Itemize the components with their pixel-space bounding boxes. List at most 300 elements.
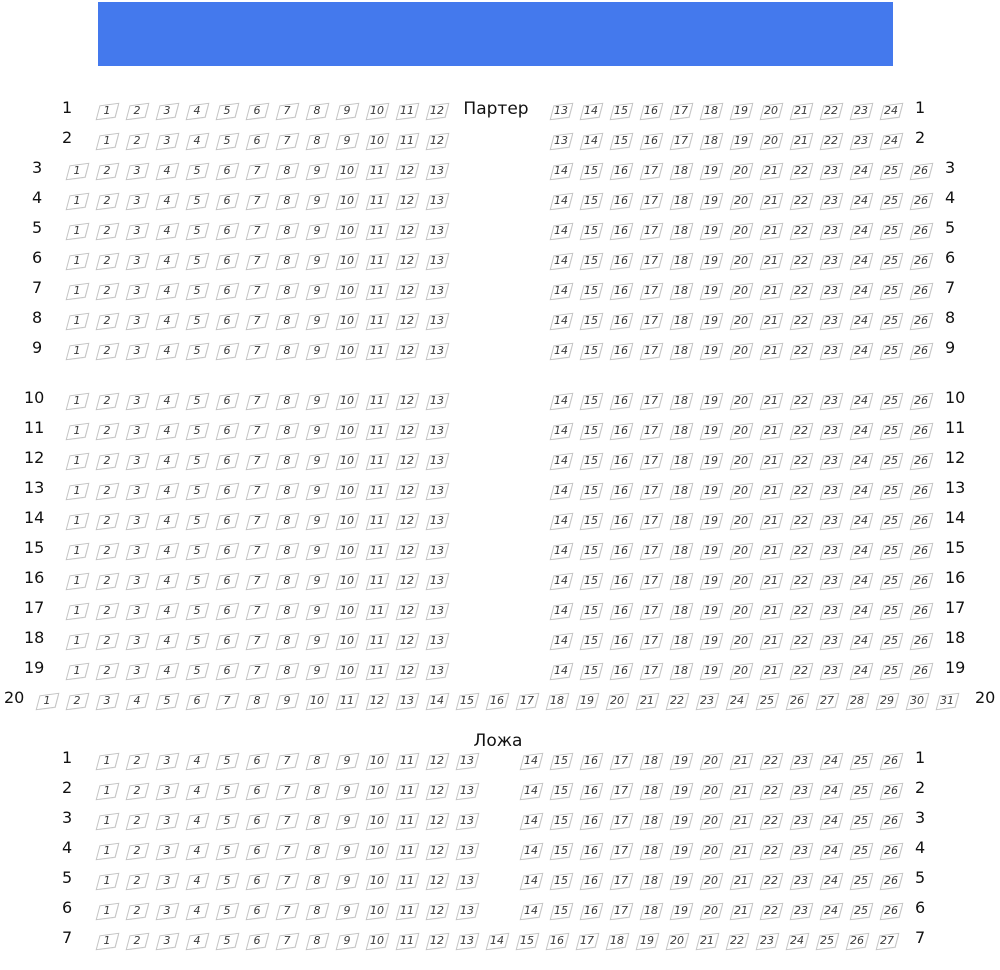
seat[interactable] [700, 663, 722, 679]
seat[interactable] [306, 873, 328, 889]
seat[interactable] [790, 813, 812, 829]
seat[interactable] [426, 513, 448, 529]
seat[interactable] [640, 283, 662, 299]
seat[interactable] [306, 513, 328, 529]
seat[interactable] [66, 453, 88, 469]
seat[interactable] [426, 103, 448, 119]
seat[interactable] [216, 933, 238, 949]
seat[interactable] [336, 193, 358, 209]
seat[interactable] [276, 483, 298, 499]
seat[interactable] [276, 283, 298, 299]
seat[interactable] [880, 543, 902, 559]
seat[interactable] [126, 283, 148, 299]
seat[interactable] [186, 753, 208, 769]
seat[interactable] [246, 223, 268, 239]
seat[interactable] [700, 813, 722, 829]
seat[interactable] [246, 453, 268, 469]
seat[interactable] [730, 223, 752, 239]
seat[interactable] [396, 873, 418, 889]
seat[interactable] [580, 603, 602, 619]
seat[interactable] [306, 933, 328, 949]
seat[interactable] [246, 253, 268, 269]
seat[interactable] [186, 603, 208, 619]
seat[interactable] [306, 483, 328, 499]
seat[interactable] [580, 163, 602, 179]
seat[interactable] [550, 253, 572, 269]
seat[interactable] [426, 313, 448, 329]
seat[interactable] [640, 423, 662, 439]
seat[interactable] [216, 513, 238, 529]
seat[interactable] [516, 933, 538, 949]
seat[interactable] [640, 633, 662, 649]
seat[interactable] [700, 393, 722, 409]
seat[interactable] [216, 103, 238, 119]
seat[interactable] [156, 453, 178, 469]
seat[interactable] [216, 393, 238, 409]
seat[interactable] [396, 633, 418, 649]
seat[interactable] [366, 513, 388, 529]
seat[interactable] [366, 663, 388, 679]
seat[interactable] [850, 633, 872, 649]
seat[interactable] [730, 393, 752, 409]
seat[interactable] [216, 603, 238, 619]
seat[interactable] [790, 133, 812, 149]
seat[interactable] [246, 543, 268, 559]
seat[interactable] [760, 603, 782, 619]
seat[interactable] [550, 513, 572, 529]
seat[interactable] [156, 633, 178, 649]
seat[interactable] [186, 103, 208, 119]
seat[interactable] [456, 933, 478, 949]
seat[interactable] [216, 453, 238, 469]
seat[interactable] [246, 513, 268, 529]
seat[interactable] [700, 313, 722, 329]
seat[interactable] [880, 253, 902, 269]
seat[interactable] [156, 783, 178, 799]
seat[interactable] [96, 163, 118, 179]
seat[interactable] [456, 843, 478, 859]
seat[interactable] [66, 223, 88, 239]
seat[interactable] [850, 163, 872, 179]
seat[interactable] [96, 393, 118, 409]
seat[interactable] [936, 693, 958, 709]
seat[interactable] [850, 423, 872, 439]
seat[interactable] [126, 483, 148, 499]
seat[interactable] [306, 313, 328, 329]
seat[interactable] [520, 873, 542, 889]
seat[interactable] [880, 843, 902, 859]
seat[interactable] [456, 783, 478, 799]
seat[interactable] [850, 513, 872, 529]
seat[interactable] [550, 423, 572, 439]
seat[interactable] [820, 543, 842, 559]
seat[interactable] [850, 133, 872, 149]
seat[interactable] [760, 903, 782, 919]
seat[interactable] [910, 313, 932, 329]
seat[interactable] [700, 783, 722, 799]
seat[interactable] [820, 193, 842, 209]
seat[interactable] [790, 633, 812, 649]
seat[interactable] [276, 573, 298, 589]
seat[interactable] [216, 483, 238, 499]
seat[interactable] [610, 393, 632, 409]
seat[interactable] [336, 573, 358, 589]
seat[interactable] [756, 933, 778, 949]
seat[interactable] [366, 253, 388, 269]
seat[interactable] [790, 423, 812, 439]
seat[interactable] [760, 163, 782, 179]
seat[interactable] [426, 633, 448, 649]
seat[interactable] [790, 253, 812, 269]
seat[interactable] [216, 633, 238, 649]
seat[interactable] [366, 453, 388, 469]
seat[interactable] [246, 393, 268, 409]
seat[interactable] [96, 423, 118, 439]
seat[interactable] [216, 843, 238, 859]
seat[interactable] [730, 663, 752, 679]
seat[interactable] [640, 163, 662, 179]
seat[interactable] [426, 663, 448, 679]
seat[interactable] [880, 603, 902, 619]
seat[interactable] [730, 513, 752, 529]
seat[interactable] [246, 193, 268, 209]
seat[interactable] [760, 283, 782, 299]
seat[interactable] [850, 343, 872, 359]
seat[interactable] [366, 423, 388, 439]
seat[interactable] [550, 573, 572, 589]
seat[interactable] [216, 423, 238, 439]
seat[interactable] [670, 783, 692, 799]
seat[interactable] [610, 513, 632, 529]
seat[interactable] [66, 313, 88, 329]
seat[interactable] [610, 783, 632, 799]
seat[interactable] [366, 543, 388, 559]
seat[interactable] [730, 813, 752, 829]
seat[interactable] [126, 423, 148, 439]
seat[interactable] [186, 903, 208, 919]
seat[interactable] [700, 543, 722, 559]
seat[interactable] [156, 903, 178, 919]
seat[interactable] [396, 513, 418, 529]
seat[interactable] [366, 633, 388, 649]
seat[interactable] [730, 903, 752, 919]
seat[interactable] [730, 253, 752, 269]
seat[interactable] [96, 453, 118, 469]
seat[interactable] [426, 163, 448, 179]
seat[interactable] [186, 253, 208, 269]
seat[interactable] [216, 343, 238, 359]
seat[interactable] [366, 903, 388, 919]
seat[interactable] [550, 663, 572, 679]
seat[interactable] [790, 283, 812, 299]
seat[interactable] [700, 163, 722, 179]
seat[interactable] [306, 253, 328, 269]
seat[interactable] [550, 163, 572, 179]
seat[interactable] [640, 313, 662, 329]
seat[interactable] [186, 783, 208, 799]
seat[interactable] [156, 103, 178, 119]
seat[interactable] [670, 603, 692, 619]
seat[interactable] [726, 693, 748, 709]
seat[interactable] [186, 663, 208, 679]
seat[interactable] [156, 813, 178, 829]
seat[interactable] [246, 753, 268, 769]
seat[interactable] [850, 253, 872, 269]
seat[interactable] [336, 543, 358, 559]
seat[interactable] [640, 343, 662, 359]
seat[interactable] [730, 133, 752, 149]
seat[interactable] [696, 693, 718, 709]
seat[interactable] [880, 753, 902, 769]
seat[interactable] [790, 483, 812, 499]
seat[interactable] [366, 223, 388, 239]
seat[interactable] [610, 543, 632, 559]
seat[interactable] [336, 453, 358, 469]
seat[interactable] [426, 193, 448, 209]
seat[interactable] [550, 283, 572, 299]
seat[interactable] [876, 693, 898, 709]
seat[interactable] [426, 603, 448, 619]
seat[interactable] [550, 633, 572, 649]
seat[interactable] [126, 663, 148, 679]
seat[interactable] [790, 103, 812, 119]
seat[interactable] [96, 343, 118, 359]
seat[interactable] [96, 813, 118, 829]
seat[interactable] [96, 933, 118, 949]
seat[interactable] [336, 903, 358, 919]
seat[interactable] [66, 423, 88, 439]
seat[interactable] [126, 753, 148, 769]
seat[interactable] [850, 783, 872, 799]
seat[interactable] [880, 633, 902, 649]
seat[interactable] [126, 543, 148, 559]
seat[interactable] [760, 783, 782, 799]
seat[interactable] [820, 903, 842, 919]
seat[interactable] [336, 223, 358, 239]
seat[interactable] [790, 573, 812, 589]
seat[interactable] [850, 313, 872, 329]
seat[interactable] [700, 133, 722, 149]
seat[interactable] [396, 453, 418, 469]
seat[interactable] [576, 933, 598, 949]
seat[interactable] [610, 633, 632, 649]
seat[interactable] [306, 663, 328, 679]
seat[interactable] [880, 483, 902, 499]
seat[interactable] [880, 813, 902, 829]
seat[interactable] [96, 223, 118, 239]
seat[interactable] [96, 663, 118, 679]
seat[interactable] [66, 283, 88, 299]
seat[interactable] [670, 873, 692, 889]
seat[interactable] [426, 423, 448, 439]
seat[interactable] [910, 663, 932, 679]
seat[interactable] [640, 543, 662, 559]
seat[interactable] [880, 423, 902, 439]
seat[interactable] [126, 603, 148, 619]
seat[interactable] [670, 453, 692, 469]
seat[interactable] [850, 573, 872, 589]
seat[interactable] [610, 283, 632, 299]
seat[interactable] [186, 393, 208, 409]
seat[interactable] [760, 813, 782, 829]
seat[interactable] [730, 163, 752, 179]
seat[interactable] [880, 223, 902, 239]
seat[interactable] [850, 753, 872, 769]
seat[interactable] [186, 313, 208, 329]
seat[interactable] [486, 693, 508, 709]
seat[interactable] [186, 813, 208, 829]
seat[interactable] [790, 543, 812, 559]
seat[interactable] [126, 453, 148, 469]
seat[interactable] [820, 483, 842, 499]
seat[interactable] [336, 343, 358, 359]
seat[interactable] [520, 843, 542, 859]
seat[interactable] [66, 543, 88, 559]
seat[interactable] [550, 133, 572, 149]
seat[interactable] [426, 813, 448, 829]
seat[interactable] [820, 283, 842, 299]
seat[interactable] [730, 453, 752, 469]
seat[interactable] [610, 313, 632, 329]
seat[interactable] [580, 343, 602, 359]
seat[interactable] [96, 193, 118, 209]
seat[interactable] [786, 693, 808, 709]
seat[interactable] [216, 873, 238, 889]
seat[interactable] [640, 453, 662, 469]
seat[interactable] [640, 193, 662, 209]
seat[interactable] [670, 423, 692, 439]
seat[interactable] [760, 873, 782, 889]
seat[interactable] [880, 103, 902, 119]
seat[interactable] [910, 283, 932, 299]
seat[interactable] [246, 423, 268, 439]
seat[interactable] [820, 663, 842, 679]
seat[interactable] [580, 193, 602, 209]
seat[interactable] [156, 753, 178, 769]
seat[interactable] [396, 543, 418, 559]
seat[interactable] [126, 193, 148, 209]
seat[interactable] [336, 103, 358, 119]
seat[interactable] [306, 163, 328, 179]
seat[interactable] [126, 813, 148, 829]
seat[interactable] [216, 753, 238, 769]
seat[interactable] [96, 313, 118, 329]
seat[interactable] [790, 873, 812, 889]
seat[interactable] [550, 753, 572, 769]
seat[interactable] [216, 163, 238, 179]
seat[interactable] [640, 603, 662, 619]
seat[interactable] [306, 753, 328, 769]
seat[interactable] [700, 903, 722, 919]
seat[interactable] [730, 423, 752, 439]
seat[interactable] [760, 393, 782, 409]
seat[interactable] [456, 813, 478, 829]
seat[interactable] [366, 313, 388, 329]
seat[interactable] [126, 903, 148, 919]
seat[interactable] [580, 633, 602, 649]
seat[interactable] [606, 693, 628, 709]
seat[interactable] [276, 813, 298, 829]
seat[interactable] [396, 393, 418, 409]
seat[interactable] [730, 633, 752, 649]
seat[interactable] [156, 693, 178, 709]
seat[interactable] [790, 393, 812, 409]
seat[interactable] [96, 103, 118, 119]
seat[interactable] [640, 903, 662, 919]
seat[interactable] [396, 313, 418, 329]
seat[interactable] [276, 393, 298, 409]
seat[interactable] [426, 483, 448, 499]
seat[interactable] [306, 193, 328, 209]
seat[interactable] [700, 513, 722, 529]
seat[interactable] [396, 603, 418, 619]
seat[interactable] [336, 393, 358, 409]
seat[interactable] [850, 483, 872, 499]
seat[interactable] [670, 283, 692, 299]
seat[interactable] [366, 483, 388, 499]
seat[interactable] [846, 933, 868, 949]
seat[interactable] [306, 903, 328, 919]
seat[interactable] [186, 693, 208, 709]
seat[interactable] [580, 283, 602, 299]
seat[interactable] [880, 513, 902, 529]
seat[interactable] [66, 343, 88, 359]
seat[interactable] [610, 843, 632, 859]
seat[interactable] [610, 813, 632, 829]
seat[interactable] [186, 283, 208, 299]
seat[interactable] [850, 223, 872, 239]
seat[interactable] [670, 513, 692, 529]
seat[interactable] [336, 783, 358, 799]
seat[interactable] [66, 253, 88, 269]
seat[interactable] [156, 343, 178, 359]
seat[interactable] [850, 603, 872, 619]
seat[interactable] [216, 663, 238, 679]
seat[interactable] [700, 343, 722, 359]
seat[interactable] [396, 103, 418, 119]
seat[interactable] [550, 393, 572, 409]
seat[interactable] [546, 933, 568, 949]
seat[interactable] [820, 343, 842, 359]
seat[interactable] [820, 133, 842, 149]
seat[interactable] [186, 423, 208, 439]
seat[interactable] [96, 483, 118, 499]
seat[interactable] [276, 903, 298, 919]
seat[interactable] [336, 753, 358, 769]
seat[interactable] [396, 903, 418, 919]
seat[interactable] [550, 603, 572, 619]
seat[interactable] [670, 393, 692, 409]
seat[interactable] [636, 933, 658, 949]
seat[interactable] [550, 103, 572, 119]
seat[interactable] [426, 783, 448, 799]
seat[interactable] [880, 133, 902, 149]
seat[interactable] [246, 283, 268, 299]
seat[interactable] [910, 603, 932, 619]
seat[interactable] [880, 343, 902, 359]
seat[interactable] [456, 873, 478, 889]
seat[interactable] [426, 283, 448, 299]
seat[interactable] [276, 783, 298, 799]
seat[interactable] [670, 133, 692, 149]
seat[interactable] [366, 813, 388, 829]
seat[interactable] [670, 483, 692, 499]
seat[interactable] [910, 573, 932, 589]
seat[interactable] [366, 693, 388, 709]
seat[interactable] [880, 453, 902, 469]
seat[interactable] [246, 843, 268, 859]
seat[interactable] [246, 573, 268, 589]
